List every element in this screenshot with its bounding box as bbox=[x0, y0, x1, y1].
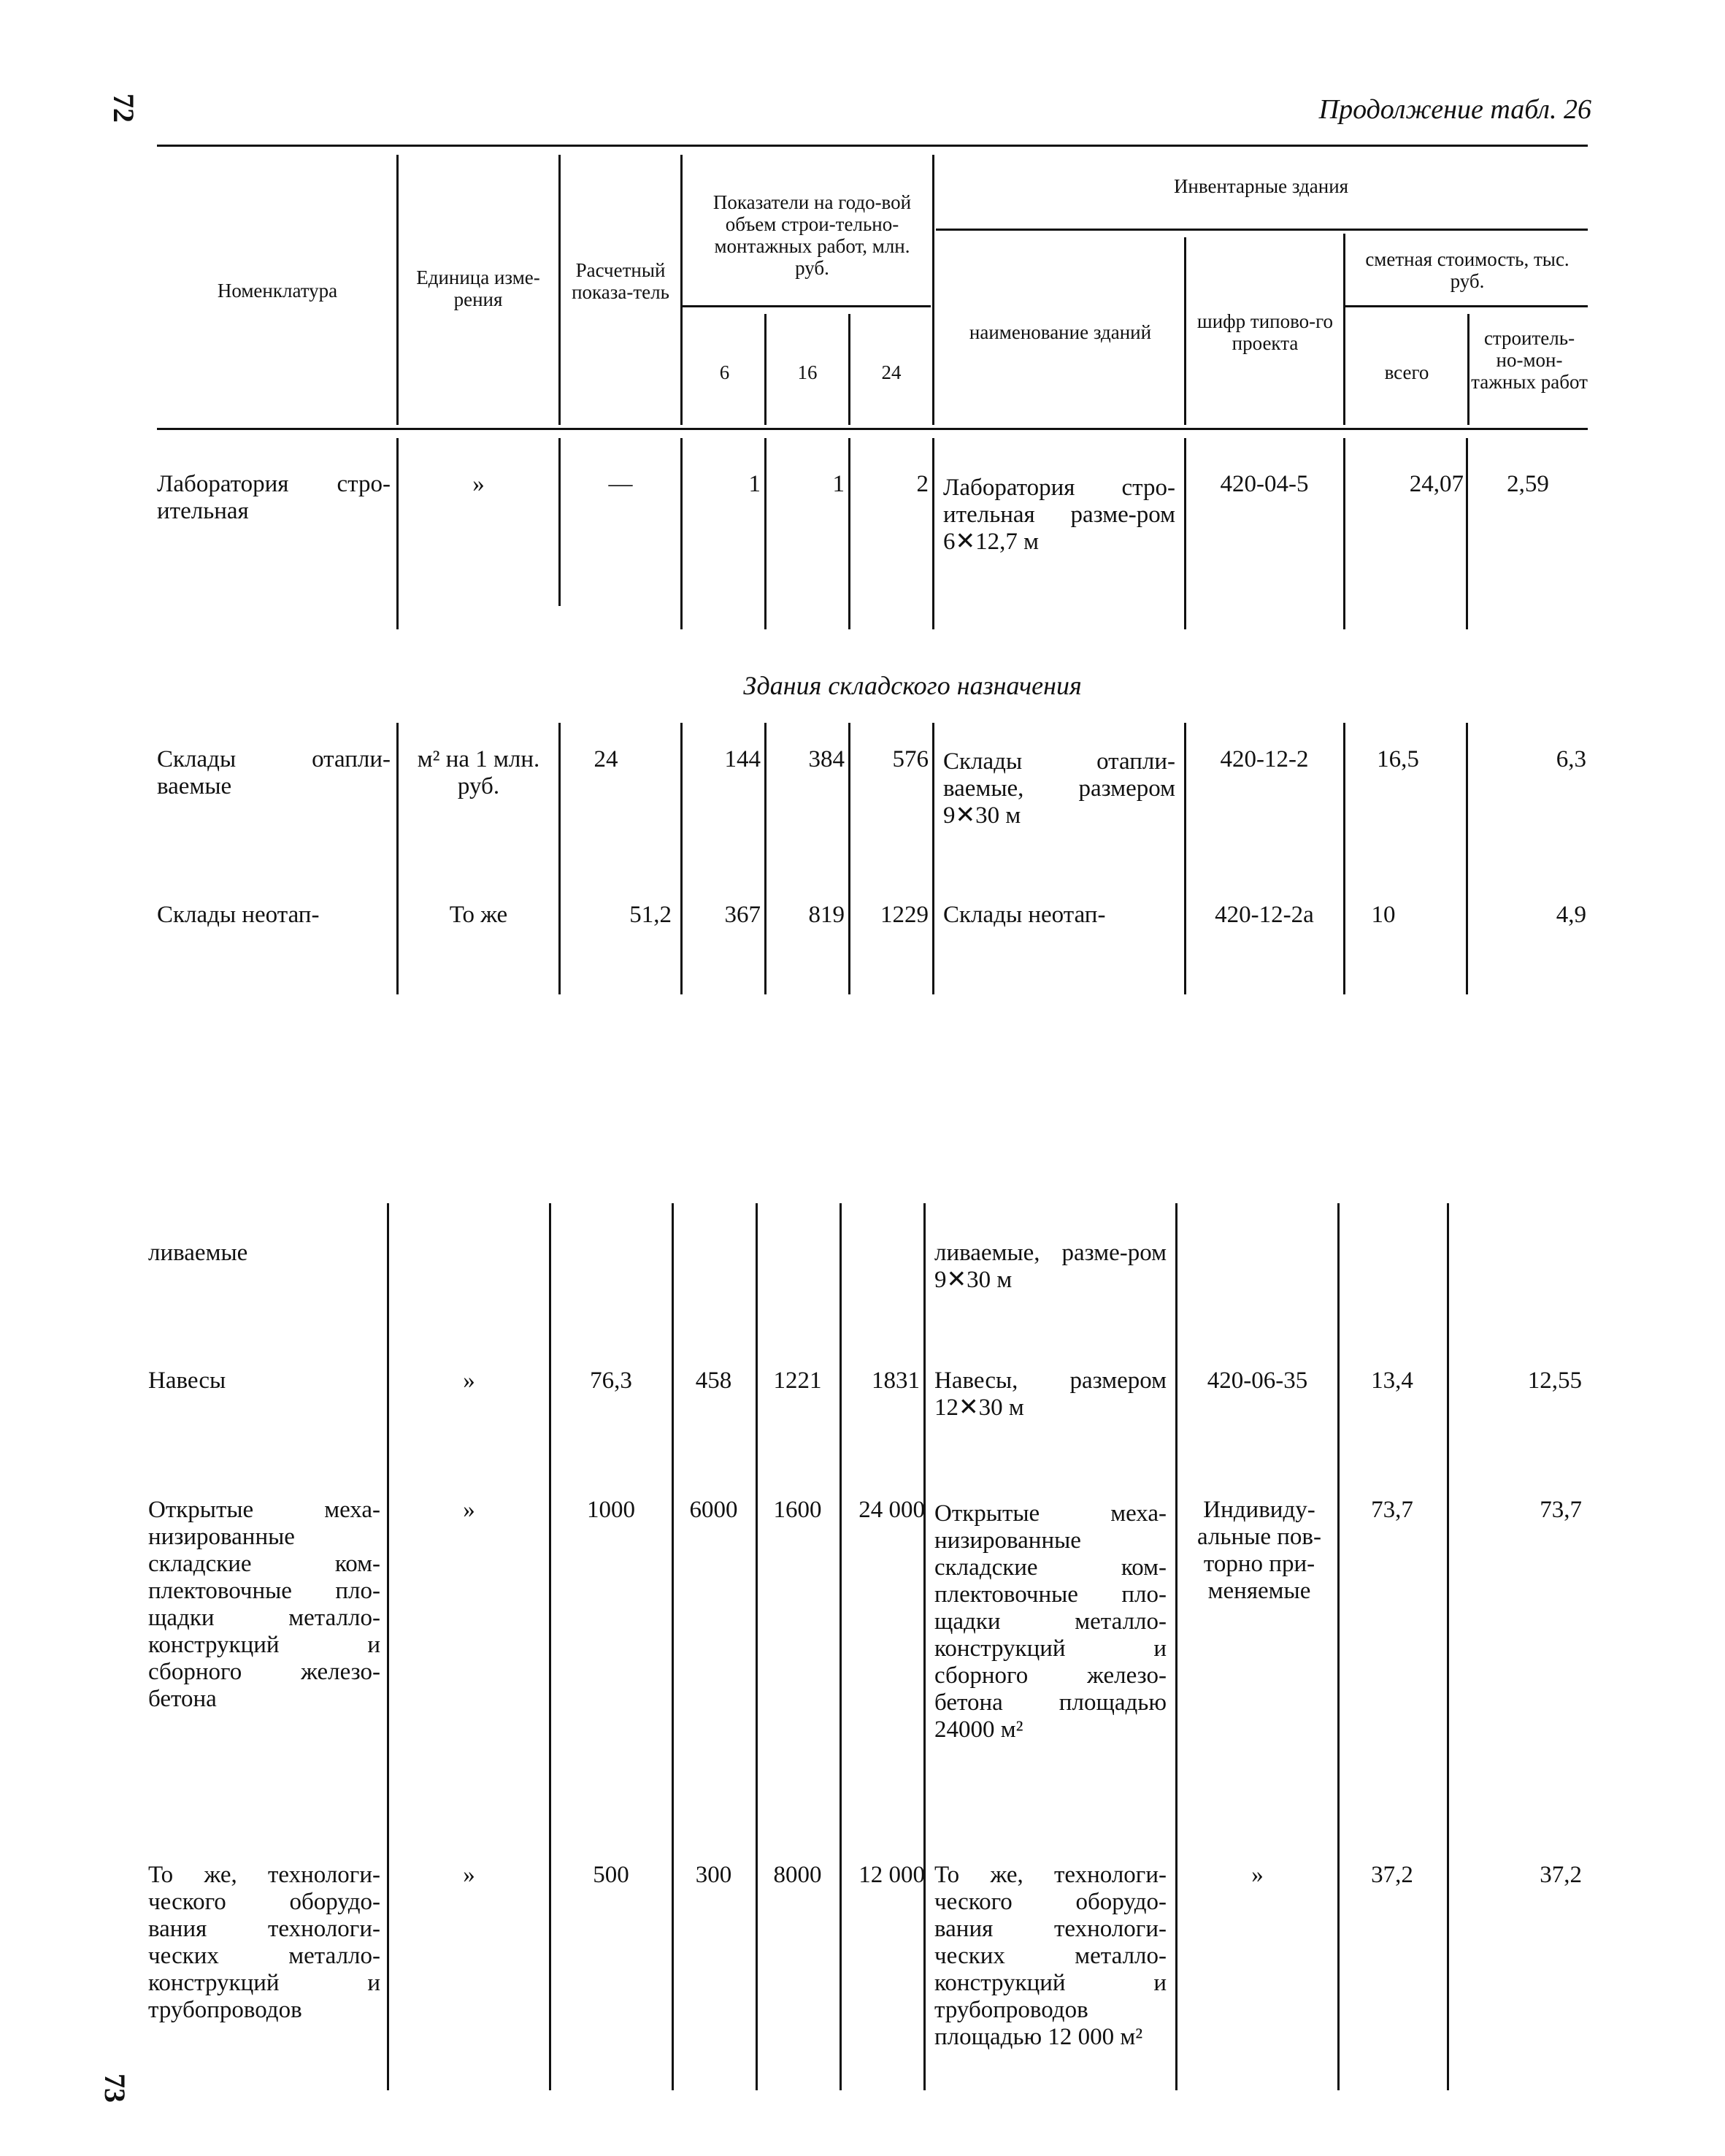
table-row-v6: 300 bbox=[695, 1862, 732, 1888]
table-row-smr: 2,59 bbox=[1507, 471, 1549, 497]
table-row-smr: 37,2 bbox=[1540, 1862, 1582, 1888]
header-project-code: шифр типово-го проекта bbox=[1196, 310, 1334, 354]
table-row-calc: 500 bbox=[593, 1862, 629, 1888]
table-row-code: 420-06-35 bbox=[1207, 1367, 1308, 1394]
header-cost-total: всего bbox=[1384, 361, 1429, 383]
table-row-name: ливаемые bbox=[148, 1240, 248, 1266]
table-row-total: 13,4 bbox=[1371, 1367, 1413, 1394]
table-row-name: Склады отапли-ваемые bbox=[157, 746, 391, 799]
section-title: Здания складского назначения bbox=[743, 671, 1082, 700]
table-row-code: Индивиду-альные пов-торно при-меняемые bbox=[1197, 1497, 1321, 1604]
table-row-building: Лаборатория стро-ительная разме-ром 6✕12,7 м bbox=[943, 475, 1175, 555]
table-row-code: 420-12-2а bbox=[1215, 902, 1314, 928]
table-row-building: Склады неотап- bbox=[943, 902, 1106, 928]
table-row-v24: 12 000 bbox=[858, 1862, 925, 1888]
header-inventory: Инвентарные здания bbox=[1173, 175, 1349, 197]
table-row-building: Открытые меха-низированные складские ком-плектовочные пло-щадки металло-конструкций и сборного железо-бетона площадью 24000 м² bbox=[934, 1500, 1167, 1743]
table-row-total: 10 bbox=[1371, 902, 1396, 928]
table-row-calc: 24 bbox=[593, 746, 618, 772]
table-row-name: Склады неотап- bbox=[157, 902, 320, 928]
table-row-unit: » bbox=[463, 1862, 475, 1888]
table-row-unit: » bbox=[472, 471, 485, 497]
page-number-bottom: 73 bbox=[99, 2073, 131, 2103]
continuation-title: Продолжение табл. 26 bbox=[1318, 94, 1591, 125]
table-row-building: Склады отапли-ваемые, размером 9✕30 м bbox=[943, 748, 1175, 829]
page-number-top: 72 bbox=[107, 93, 140, 123]
table-row-name: Лаборатория стро-ительная bbox=[157, 471, 391, 524]
table-row-total: 24,07 bbox=[1409, 471, 1464, 497]
table-row-v24: 1831 bbox=[872, 1367, 920, 1394]
table-row-unit: м² на 1 млн. руб. bbox=[417, 746, 540, 799]
table-row-smr: 12,55 bbox=[1527, 1367, 1582, 1394]
table-row-calc: 51,2 bbox=[629, 902, 672, 928]
table-row-v24: 24 000 bbox=[858, 1497, 925, 1523]
table-row-code: » bbox=[1251, 1862, 1264, 1888]
table-row-v16: 8000 bbox=[773, 1862, 822, 1888]
table-row-total: 37,2 bbox=[1371, 1862, 1413, 1888]
table-row-smr: 4,9 bbox=[1556, 902, 1586, 928]
table-row-v16: 819 bbox=[808, 902, 845, 928]
table-row-name: Навесы bbox=[148, 1367, 226, 1394]
table-row-v24: 2 bbox=[916, 471, 929, 497]
table-row-v24: 576 bbox=[892, 746, 929, 772]
table-row-v6: 367 bbox=[724, 902, 761, 928]
table-row-total: 73,7 bbox=[1371, 1497, 1413, 1523]
table-row-code: 420-12-2 bbox=[1220, 746, 1309, 772]
header-ind-6: 6 bbox=[719, 361, 730, 383]
table-row-name: То же, технологи-ческого оборудо-вания технологи-ческих металло-конструкций и трубопроводов bbox=[148, 1862, 380, 2023]
table-row-smr: 6,3 bbox=[1556, 746, 1586, 772]
header-unit: Единица изме-рения bbox=[416, 266, 540, 310]
header-cost-smr: строитель-но-мон-тажных работ bbox=[1471, 327, 1588, 393]
table-row-calc: — bbox=[608, 471, 633, 497]
table-row-v6: 6000 bbox=[689, 1497, 738, 1523]
table-row-building: То же, технологи-ческого оборудо-вания технологи-ческих металло-конструкций и трубопроводов площадью 12 000 м² bbox=[934, 1862, 1167, 2050]
table-row-v6: 458 bbox=[695, 1367, 732, 1394]
table-row-unit: » bbox=[463, 1367, 475, 1394]
table-row-building: ливаемые, разме-ром 9✕30 м bbox=[934, 1240, 1167, 1293]
table-row-name: Открытые меха-низированные складские ком-плектовочные пло-щадки металло-конструкций и сборного железо-бетона bbox=[148, 1497, 380, 1712]
table-row-v24: 1229 bbox=[880, 902, 929, 928]
table-row-v6: 144 bbox=[724, 746, 761, 772]
table-row-v16: 384 bbox=[808, 746, 845, 772]
table-row-v16: 1 bbox=[832, 471, 845, 497]
table-row-unit: » bbox=[463, 1497, 475, 1523]
table-row-building: Навесы, размером 12✕30 м bbox=[934, 1367, 1167, 1421]
table-row-v6: 1 bbox=[748, 471, 761, 497]
table-row-v16: 1600 bbox=[773, 1497, 822, 1523]
header-calc: Расчетный показа-тель bbox=[572, 259, 669, 303]
header-ind-16: 16 bbox=[797, 361, 818, 383]
table-row-v16: 1221 bbox=[773, 1367, 822, 1394]
header-cost: сметная стоимость, тыс. руб. bbox=[1365, 248, 1570, 292]
table-row-code: 420-04-5 bbox=[1220, 471, 1309, 497]
table-row-calc: 1000 bbox=[587, 1497, 635, 1523]
table-row-smr: 73,7 bbox=[1540, 1497, 1582, 1523]
table-row-calc: 76,3 bbox=[590, 1367, 632, 1394]
header-indicators: Показатели на годо-вой объем строи-тельно-монтажных работ, млн. руб. bbox=[712, 191, 912, 279]
header-building-name: наименование зданий bbox=[969, 321, 1152, 343]
table-row-total: 16,5 bbox=[1377, 746, 1419, 772]
table-row-unit: То же bbox=[449, 902, 508, 928]
header-ind-24: 24 bbox=[881, 361, 902, 383]
header-nomenclature: Номенклатура bbox=[217, 280, 338, 302]
